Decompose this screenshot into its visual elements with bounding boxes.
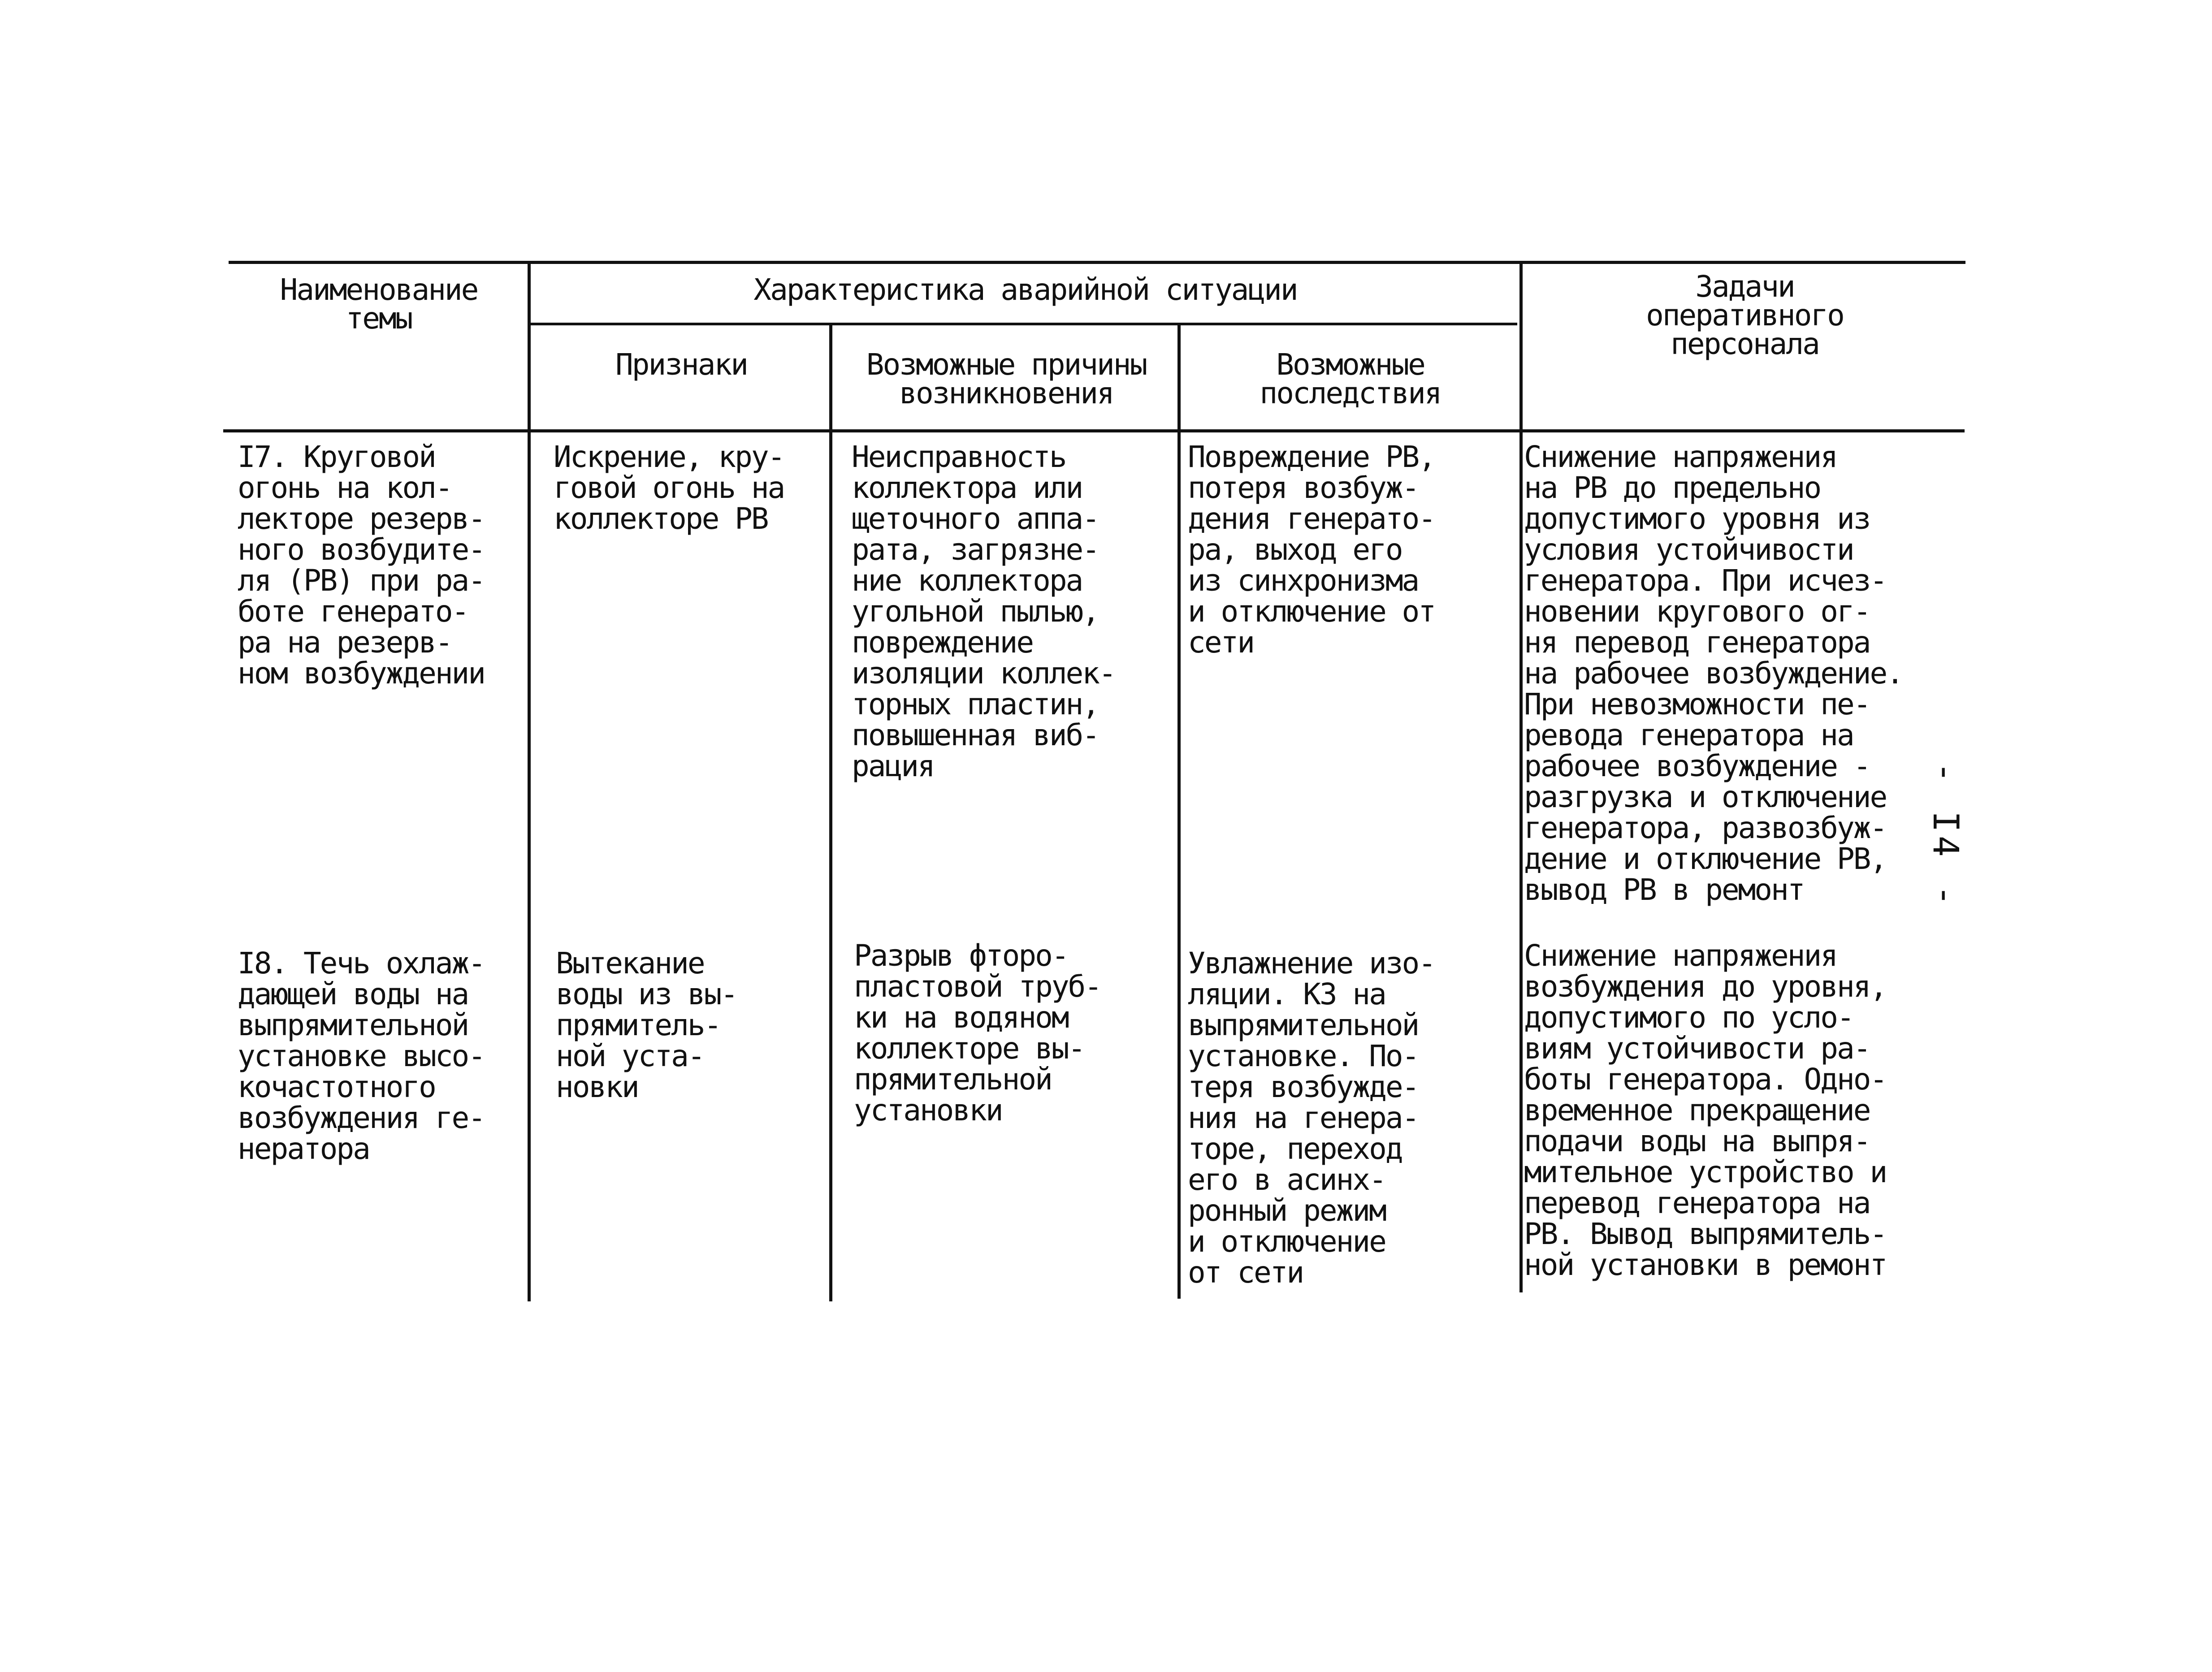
- row18-topic: I8. Течь охлаж- дающей воды на выпрямительной установке высо- кочастотного возбуждения ге- нератора: [238, 946, 485, 1166]
- row18-causes: Разрыв фторо- пластовой труб- ки на водяном коллекторе вы- прямительной установки: [854, 938, 1101, 1128]
- row17-tasks: Снижение напряжения на РВ до предельно допустимого уровня из условия устойчивости генератора. При исчез- новении кругового ог- ня перевод генератора на рабочее возбуждение. При невозможности пе- ревода генератора на рабочее возбуждение - разгрузка и отключение генератора, развозбуж- дение и отключение РВ, вывод РВ в ремонт: [1524, 440, 1903, 907]
- row17-signs: Искрение, кру- говой огонь на коллекторе РВ: [554, 440, 784, 536]
- page-number: - I4 -: [1925, 762, 1965, 910]
- header-causes: Возможные причины возникновения: [866, 347, 1147, 410]
- row18-consequences: Увлажнение изо- ляции. КЗ на выпрямительной установке. По- теря возбужде- ния на генера- торе, переход его в асинх- ронный режим и отключение от сети: [1188, 946, 1435, 1290]
- group-header-rule: [529, 323, 1517, 325]
- column-divider-4: [1519, 262, 1523, 1292]
- table-top-rule: [229, 261, 1965, 264]
- header-bottom-rule: [223, 429, 1965, 432]
- header-consequences: Возможные последствия: [1260, 347, 1441, 410]
- column-divider-1: [528, 262, 531, 1301]
- header-tasks: Задачи оперативного персонала: [1646, 269, 1844, 361]
- row17-consequences: Повреждение РВ, потеря возбуж- дения генерато- ра, выход его из синхронизма и отключение от сети: [1188, 440, 1435, 660]
- header-topic: Наименование темы: [280, 272, 478, 336]
- row18-tasks: Снижение напряжения возбуждения до уровня, допустимого по усло- виям устойчивости ра- боты генератора. Одно- временное прекращение подачи воды на выпря- мительное устройство и перевод генератора на РВ. Вывод выпрямитель- ной установки в ремонт: [1524, 938, 1887, 1282]
- column-divider-3: [1177, 324, 1181, 1299]
- column-divider-2: [829, 324, 832, 1301]
- header-group-characteristics: Характеристика аварийной ситуации: [753, 272, 1297, 307]
- header-signs: Признаки: [615, 347, 747, 382]
- row17-causes: Неисправность коллектора или щеточного аппа- рата, загрязне- ние коллектора угольной пылью, повреждение изоляции коллек- торных пластин, повышенная виб- рация: [852, 440, 1115, 783]
- row17-topic: I7. Круговой огонь на кол- лекторе резерв- ного возбудите- ля (РВ) при ра- боте генерато- ра на резерв- ном возбуждении: [238, 440, 485, 691]
- row18-signs: Вытекание воды из вы- прямитель- ной уста- новки: [556, 946, 737, 1104]
